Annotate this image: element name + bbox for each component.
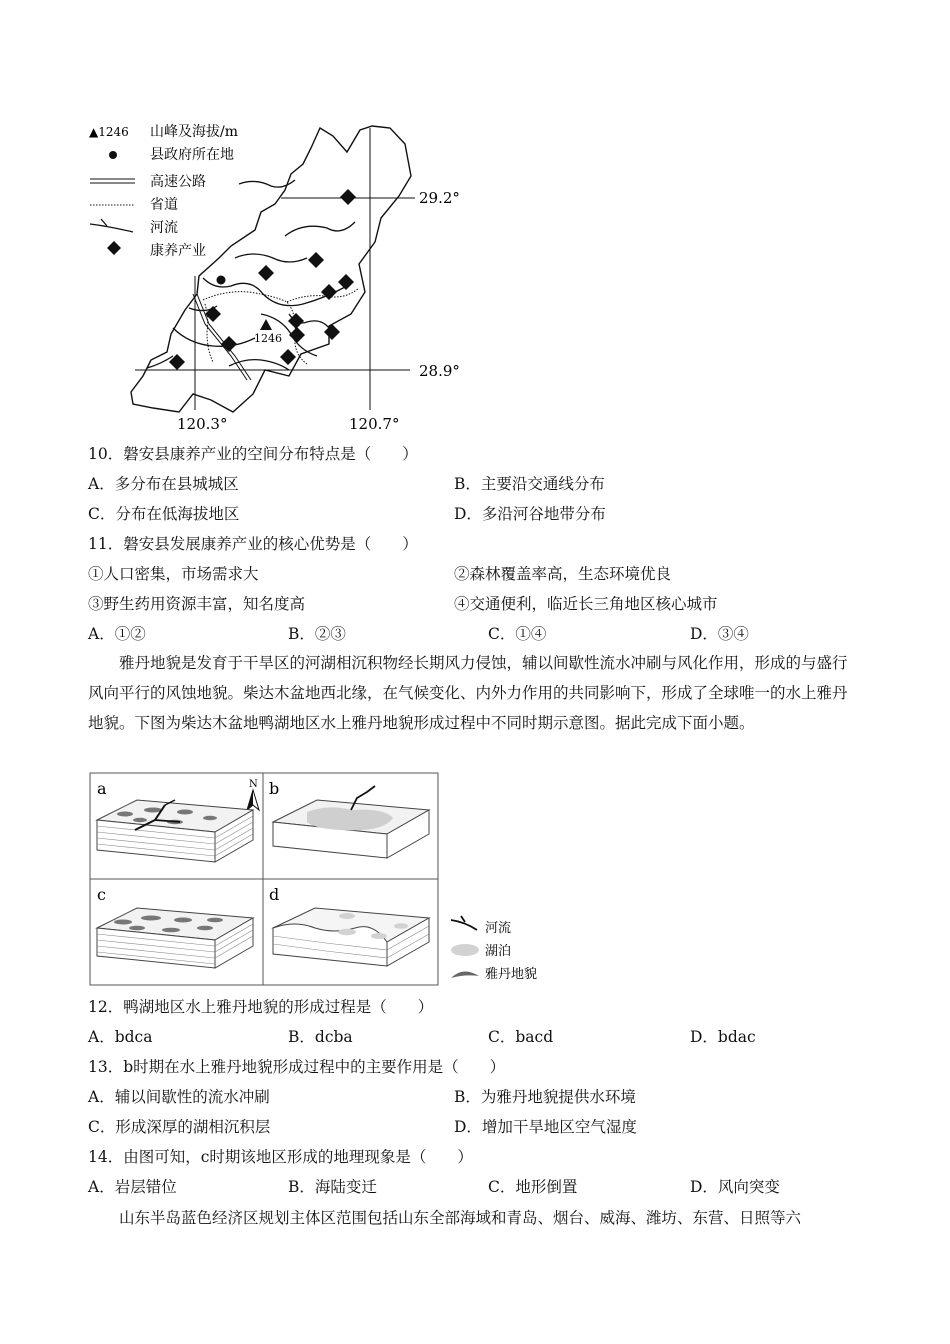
county-boundary — [131, 126, 411, 412]
q13-option-a: A．辅以间歇性的流水冲刷 — [88, 1088, 270, 1106]
wellness-marker — [258, 265, 274, 281]
yardang-passage: 雅丹地貌是发育于干旱区的河湖相沉积物经长期风力侵蚀，辅以间歇性流水冲刷与风化作用，形成的与盛行风向平行的风蚀地貌。柴达木盆地西北缘，在气候变化、内外力作用的共同影响下，形成了全球唯一的水上雅丹地貌。下图为柴达木盆地鸭湖地区水上雅丹地貌形成过程中不同时期示意图。据此完成下面小题。 — [88, 654, 848, 732]
q14-option-c: C．地形倒置 — [488, 1178, 578, 1196]
q11-statement-3: ③野生药用资源丰富，知名度高 — [88, 595, 306, 613]
q14-option-a: A．岩层错位 — [88, 1178, 177, 1196]
q10-option-a: A．多分布在县城城区 — [88, 475, 239, 493]
q12-option-c: C．bacd — [488, 1028, 554, 1046]
shandong-passage: 山东半岛蓝色经济区规划主体区范围包括山东全部海域和青岛、烟台、威海、潍坊、东营、日照等六 — [119, 1209, 802, 1227]
q11-statement-2: ②森林覆盖率高，生态环境优良 — [454, 565, 672, 583]
expressway — [193, 294, 251, 380]
lon-label-120-7: 120.7° — [349, 415, 400, 433]
legend-river-label: 河流 — [150, 220, 178, 236]
q11-statement-1: ①人口密集，市场需求大 — [88, 565, 259, 583]
q10-option-c: C．分布在低海拔地区 — [88, 505, 240, 523]
q11-option-a: A．①② — [88, 625, 146, 643]
q14-stem: 14．由图可知，c时期该地区形成的地理现象是（ ） — [88, 1148, 473, 1166]
panel-d-label: d — [269, 885, 280, 904]
figure-legend-river: 河流 — [485, 921, 512, 936]
wellness-industry-icon — [107, 241, 121, 255]
wellness-marker — [280, 349, 296, 365]
q13-option-c: C．形成深厚的湖相沉积层 — [88, 1118, 271, 1136]
map-legend — [89, 123, 238, 259]
peak-elevation-label: 1246 — [254, 332, 282, 345]
lat-label-28-9: 28.9° — [419, 362, 460, 380]
legend-provincial-label: 省道 — [150, 197, 178, 213]
legend-peak-sample: ▲1246 — [89, 125, 129, 139]
panel-a-block — [97, 800, 253, 862]
wellness-marker — [324, 324, 340, 340]
legend-peak-label: 山峰及海拔/m — [150, 124, 238, 140]
panel-b-label: b — [269, 779, 280, 798]
panan-map-figure — [85, 118, 485, 438]
figure-legend-lake: 湖泊 — [485, 944, 512, 959]
yardang-figure — [85, 770, 555, 992]
q10-option-b: B．主要沿交通线分布 — [454, 475, 605, 493]
q11-option-b: B．②③ — [288, 625, 346, 643]
q11-option-c: C．①④ — [488, 625, 547, 643]
q10-option-d: D．多沿河谷地带分布 — [454, 505, 606, 523]
q11-statement-4: ④交通便利，临近长三角地区核心城市 — [454, 595, 718, 613]
lat-label-29-2: 29.2° — [419, 189, 460, 207]
legend-county-label: 县政府所在地 — [150, 147, 234, 163]
county-seat-icon — [109, 151, 117, 159]
wellness-marker — [338, 274, 354, 290]
lon-label-120-3: 120.3° — [177, 415, 228, 433]
q11-stem: 11．磐安县发展康养产业的核心优势是（ ） — [88, 535, 418, 553]
legend-lake-icon — [451, 944, 479, 956]
county-seat-marker — [217, 276, 226, 285]
q10-stem: 10．磐安县康养产业的空间分布特点是（ ） — [88, 445, 418, 463]
q14-option-b: B．海陆变迁 — [288, 1178, 377, 1196]
q13-option-b: B．为雅丹地貌提供水环境 — [454, 1088, 636, 1106]
rivers — [147, 180, 355, 370]
wellness-marker — [308, 252, 324, 268]
wellness-marker — [221, 336, 237, 352]
q12-stem: 12．鸭湖地区水上雅丹地貌的形成过程是（ ） — [88, 998, 434, 1016]
north-label: N — [249, 779, 258, 790]
q14-option-d: D．风向突变 — [690, 1178, 780, 1196]
legend-yardang-icon — [451, 971, 479, 978]
river-icon — [90, 224, 133, 232]
legend-highway-label: 高速公路 — [150, 174, 206, 190]
q12-option-b: B．dcba — [288, 1028, 353, 1046]
figure-legend-yardang: 雅丹地貌 — [485, 967, 538, 982]
q13-option-d: D．增加干旱地区空气湿度 — [454, 1118, 637, 1136]
legend-wellness-label: 康养产业 — [150, 243, 206, 259]
q13-stem: 13．b时期在水上雅丹地貌形成过程中的主要作用是（ ） — [88, 1058, 506, 1076]
panel-a-label: a — [97, 779, 107, 798]
q11-option-d: D．③④ — [690, 625, 749, 643]
peak-marker-icon — [260, 319, 272, 330]
wellness-marker — [289, 327, 305, 343]
wellness-marker — [340, 189, 356, 205]
q12-option-d: D．bdac — [690, 1028, 756, 1046]
legend-river-icon — [451, 916, 477, 930]
provincial-roads — [203, 288, 359, 364]
panel-c-label: c — [97, 885, 106, 904]
q12-option-a: A．bdca — [88, 1028, 153, 1046]
